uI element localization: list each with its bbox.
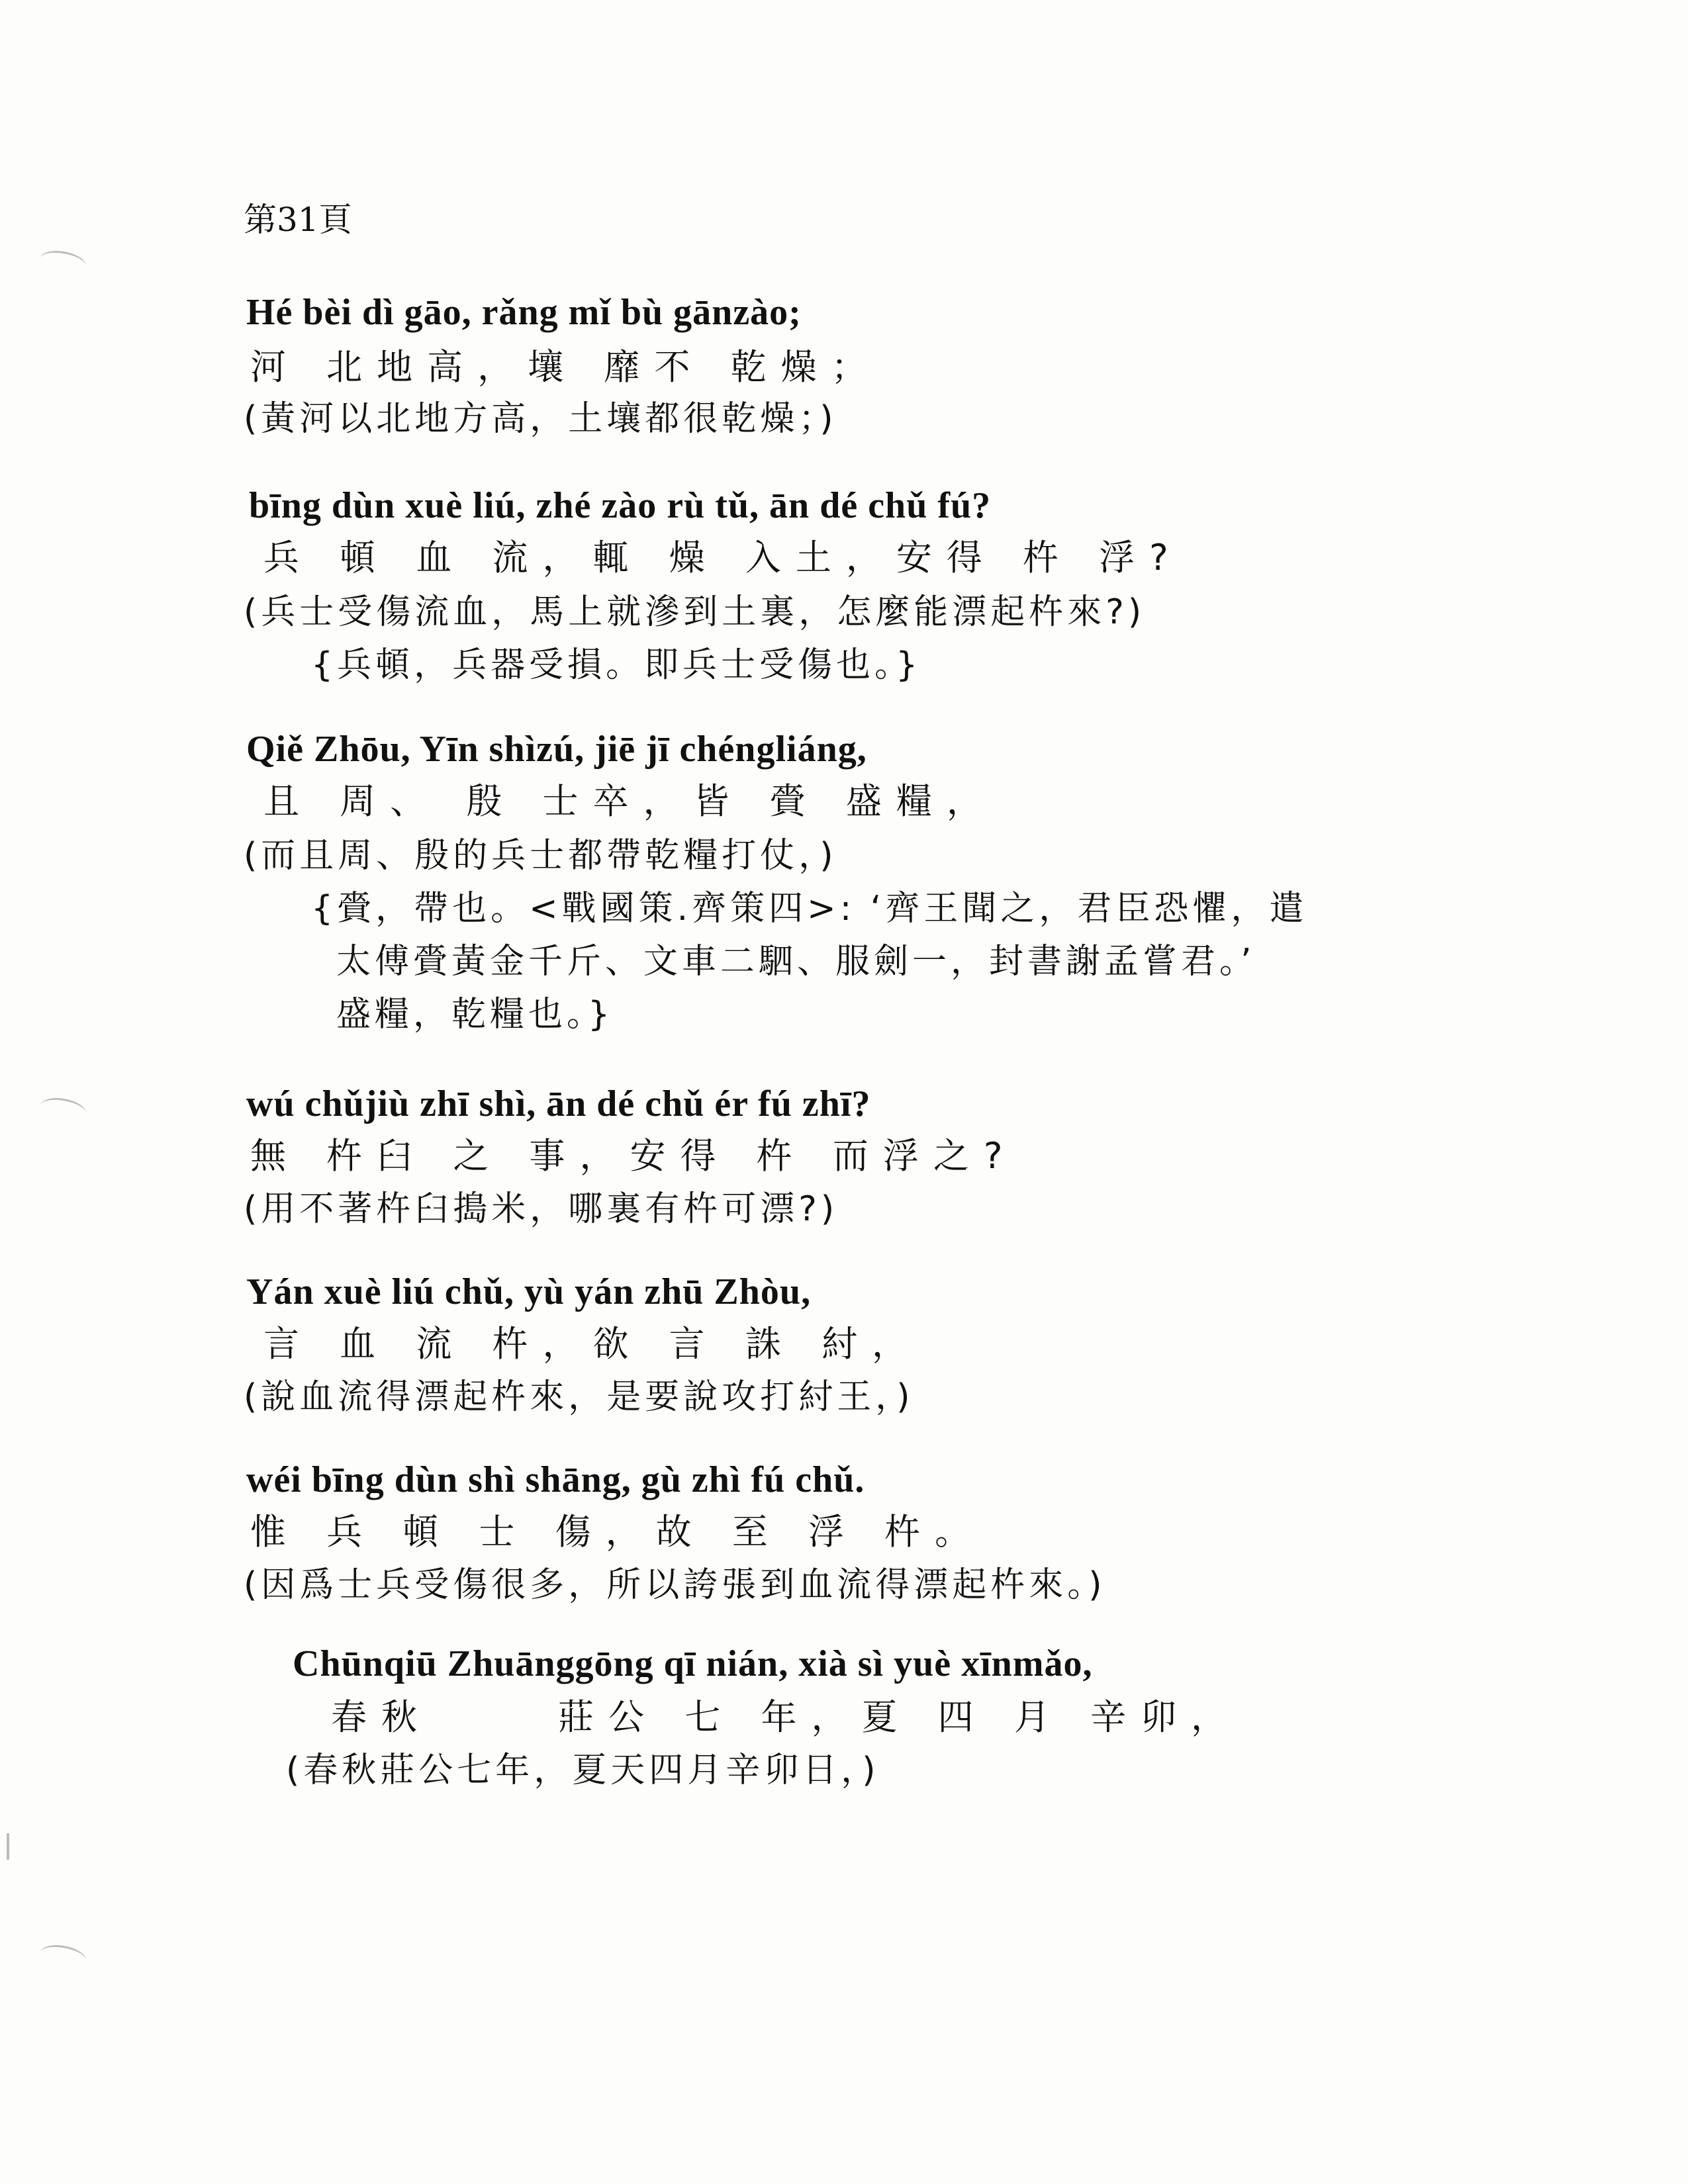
gloss-line: (兵士受傷流血，馬上就滲到土裏，怎麼能漂起杵來?)	[244, 592, 1146, 632]
pinyin-line: wú chǔjiù zhī shì, ān dé chǔ ér fú zhī?	[246, 1083, 871, 1124]
gloss-line: (說血流得漂起杵來，是要說攻打紂王，)	[244, 1377, 914, 1417]
chinese-line: 且 周、 殷 士卒，皆 賫 盛糧，	[263, 780, 997, 822]
annotation-line: 太傅賫黃金千斤、文車二駟、服劍一，封書謝孟嘗君。’	[336, 942, 1256, 981]
pinyin-line: Yán xuè liú chǔ, yù yán zhū Zhòu,	[246, 1271, 812, 1312]
pinyin-line: Qiě Zhōu, Yīn shìzú, jiē jī chéngliáng,	[246, 729, 867, 770]
gloss-line: (用不著杵臼搗米，哪裏有杵可漂?)	[244, 1189, 839, 1229]
pinyin-line: Chūnqiū Zhuānggōng qī nián, xià sì yuè xīnmǎo,	[293, 1643, 1093, 1684]
annotation-line: {兵頓，兵器受損。即兵士受傷也。}	[311, 645, 922, 685]
binder-hole-mark	[38, 248, 88, 277]
chinese-line: 言 血 流 杵，欲 言 誅 紂，	[263, 1323, 922, 1365]
pinyin-line: bīng dùn xuè liú, zhé zào rù tǔ, ān dé chǔ fú?	[249, 485, 992, 526]
pinyin-line: wéi bīng dùn shì shāng, gù zhì fú chǔ.	[246, 1459, 865, 1500]
chinese-line: 春秋 莊公 七 年，夏 四 月 辛卯，	[331, 1696, 1241, 1738]
chinese-line: 河 北地高，壤 靡不 乾燥；	[250, 346, 882, 388]
binder-hole-mark	[38, 1942, 88, 1972]
gloss-line: (春秋莊公七年，夏天四月辛卯日，)	[286, 1751, 880, 1790]
chinese-line: 兵 頓 血 流，輒 燥 入土，安得 杵 浮?	[263, 537, 1183, 578]
page-title: 第31頁	[244, 201, 352, 239]
gloss-line: (而且周、殷的兵士都帶乾糧打仗，)	[244, 836, 837, 876]
chinese-line: 無 杵臼 之 事，安得 杵 而浮之?	[250, 1135, 1017, 1177]
scan-edge-mark	[7, 1833, 9, 1860]
gloss-line: (因爲士兵受傷很多，所以誇張到血流得漂起杵來。)	[244, 1565, 1106, 1605]
pinyin-line: Hé bèi dì gāo, rǎng mǐ bù gānzào;	[246, 292, 802, 333]
annotation-line: {賫，帶也。<戰國策.齊策四>: ‘齊王聞之，君臣恐懼，遣	[311, 889, 1308, 929]
gloss-line: (黃河以北地方高，土壤都很乾燥；)	[244, 399, 837, 439]
binder-hole-mark	[38, 1095, 88, 1124]
annotation-line: 盛糧，乾糧也。}	[336, 995, 614, 1034]
chinese-line: 惟 兵 頓 士 傷，故 至 浮 杵。	[250, 1511, 986, 1553]
